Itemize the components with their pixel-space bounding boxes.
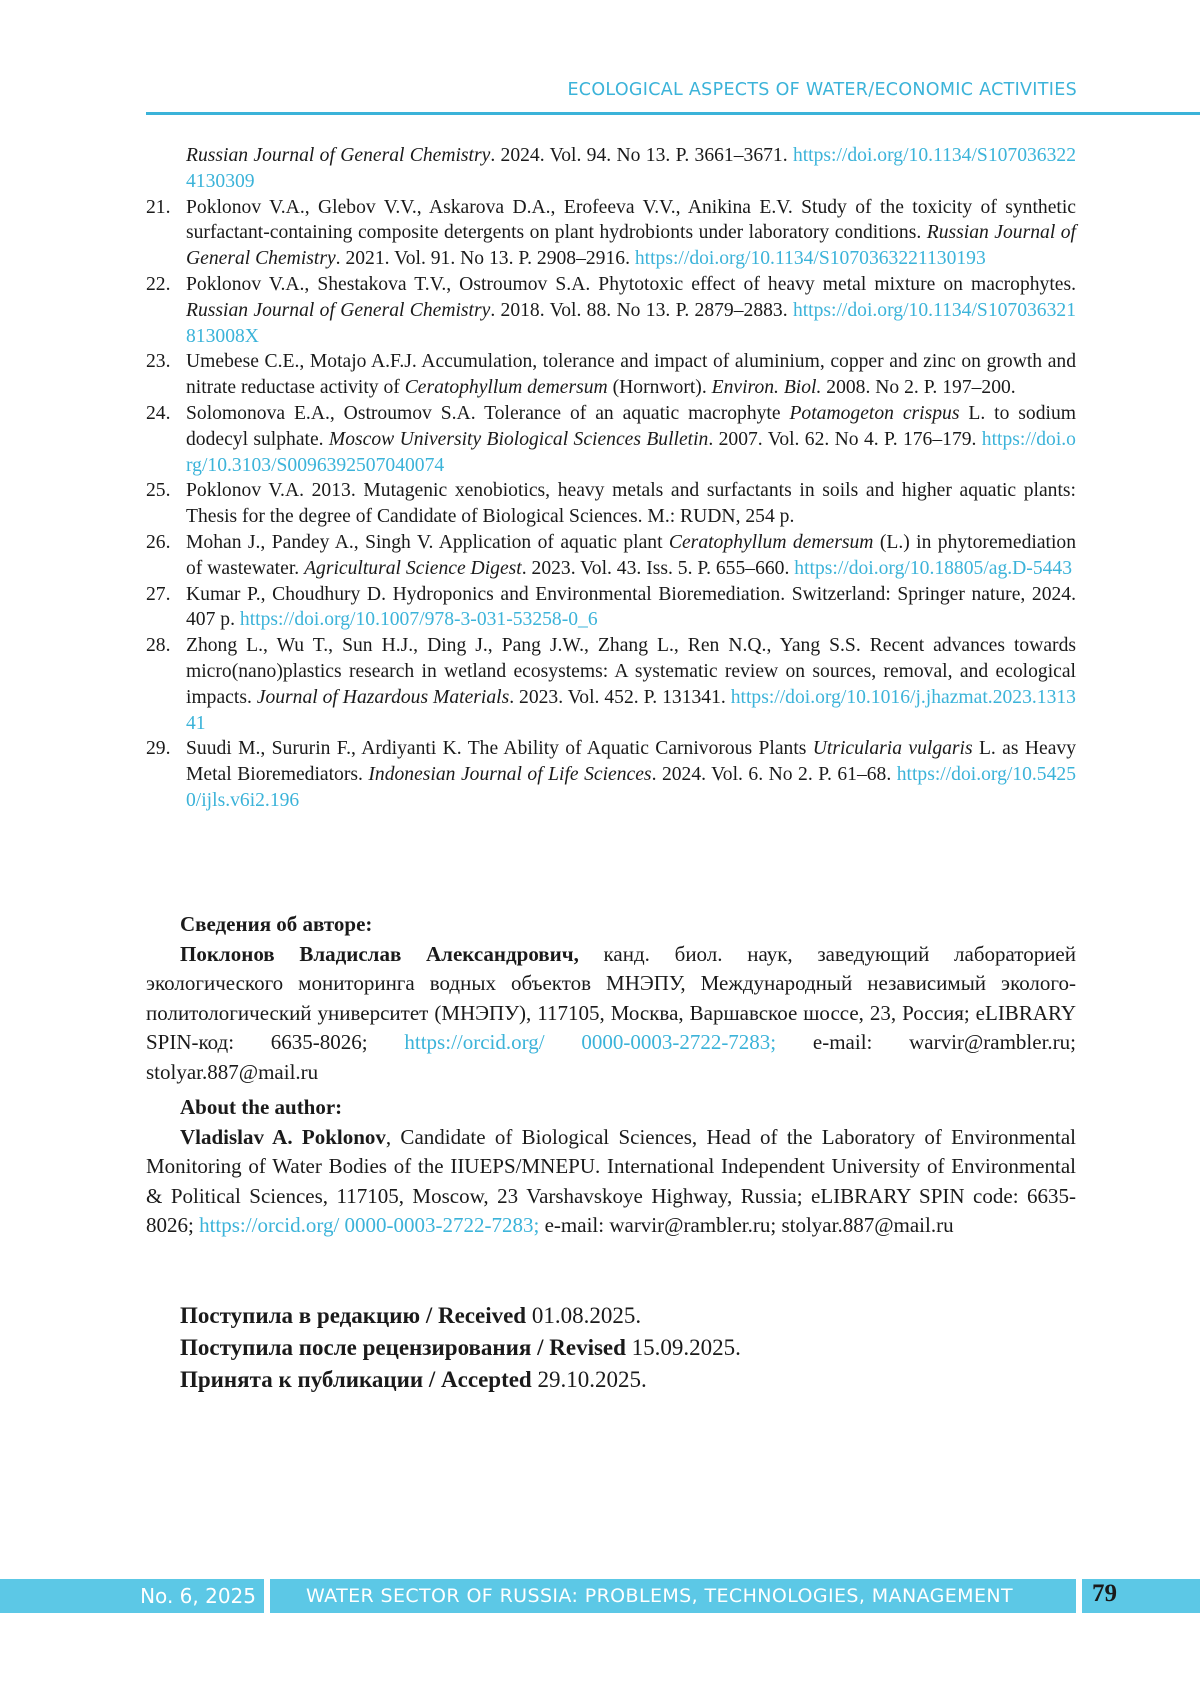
doi-link[interactable]: https://doi.org/10.1134/S107036321813008X [186, 299, 1076, 347]
reference-number: 26. [146, 531, 171, 553]
author-name-en: Vladislav A. Poklonov [180, 1124, 386, 1149]
reference-number: 21. [146, 196, 171, 218]
author-info-en [146, 1093, 1076, 1241]
reference-text: . 2023. Vol. 452. P. 131341. [509, 686, 731, 708]
page-footer [0, 1579, 1200, 1613]
doi-link[interactable]: https://doi.org/10.18805/ag.D-5443 [794, 557, 1073, 579]
reference-source: Utricularia vulgaris [812, 738, 973, 760]
reference-text: . 2021. Vol. 91. No 13. P. 2908–2916. [335, 248, 635, 270]
reference-item [146, 143, 1076, 195]
reference-item [146, 478, 1076, 530]
revised-date: Поступила после рецензирования / Revised 15.09.2025. [180, 1335, 741, 1360]
reference-item [146, 349, 1076, 401]
reference-source: Russian Journal of General Chemistry [186, 299, 491, 321]
reference-text: Poklonov V.A., Shestakova T.V., Ostroumov S.A. Phytotoxic effect of heavy metal mixture on macrophytes. [186, 273, 1076, 295]
author-email-en: e-mail: warvir@rambler.ru; stolyar.887@mail.ru [539, 1213, 954, 1237]
reference-number: 29. [146, 738, 171, 760]
author-name-ru: Поклонов Владислав Александрович, [180, 941, 579, 966]
reference-item [146, 530, 1076, 582]
journal-title: WATER SECTOR OF RUSSIA: PROBLEMS, TECHNOLOGIES, MANAGEMENT [306, 1585, 1013, 1607]
reference-source: Potamogeton crispus [789, 402, 960, 424]
reference-text: . 2024. Vol. 6. No 2. P. 61–68. [651, 764, 897, 786]
page-number: 79 [1092, 1580, 1117, 1607]
footer-page-box [1082, 1579, 1200, 1613]
reference-text: Poklonov V.A. 2013. Mutagenic xenobiotics, heavy metals and surfactants in soils and higher aquatic plants: Thesis for the degree of Candidate of Biological Sciences. M.: RUDN, 254 p. [186, 480, 1076, 528]
reference-source: Moscow University Biological Sciences Bulletin [328, 428, 709, 450]
reference-source: Environ. Biol. [711, 377, 822, 399]
author-email-ru: e-mail: warvir@rambler.ru; stolyar.887@mail.ru [146, 1030, 1076, 1084]
reference-text: Zhong L., Wu T., Sun H.J., Ding J., Pang J.W., Zhang L., Ren N.Q., Yang S.S. Recent advances towards micro(nano)plastics research in wetland ecosystems: A systematic review on sources, removal, and ecological impacts. [186, 635, 1076, 708]
reference-text: (Hornwort). [607, 377, 712, 399]
running-header [146, 80, 1200, 115]
reference-source: Ceratophyllum demersum [404, 377, 608, 399]
footer-journal-box [270, 1579, 1076, 1613]
reference-number: 22. [146, 273, 171, 295]
reference-text: . 2007. Vol. 62. No 4. P. 176–179. [708, 428, 982, 450]
doi-link[interactable]: https://doi.org/10.1134/S1070363224130309 [186, 145, 1076, 192]
reference-text: . 2018. Vol. 88. No 13. P. 2879–2883. [490, 299, 793, 321]
author-details-en: , Candidate of Biological Sciences, Head of the Laboratory of Environmental Monitoring of Water Bodies of the IIUEPS/MNEPU. International Independent University of Environmental & Political Sciences, 117105, Moscow, 23 Varshavskoye Highway, Russia; eLIBRARY SPIN code: 6635-8026; [146, 1124, 1076, 1237]
reference-number: 28. [146, 635, 171, 657]
reference-text: 2008. No 2. P. 197–200. [821, 377, 1016, 399]
reference-source: Russian Journal of General Chemistry [186, 145, 491, 166]
author-heading-ru: Сведения об авторе: [180, 912, 373, 936]
doi-link[interactable]: https://doi.org/10.1007/978-3-031-53258-0_6 [239, 609, 598, 631]
reference-number: 25. [146, 480, 171, 502]
reference-text: L. as Heavy Metal Bioremediators. [186, 738, 1076, 786]
orcid-link-ru[interactable]: https://orcid.org/ 0000-0003-2722-7283; [404, 1030, 777, 1054]
received-date: Поступила в редакцию / Received 01.08.2025. [180, 1303, 642, 1328]
doi-link[interactable]: https://doi.org/10.1134/S1070363221130193 [634, 248, 986, 270]
reference-text: . 2023. Vol. 43. Iss. 5. P. 655–660. [521, 557, 795, 579]
author-paragraph-ru [146, 940, 1076, 1088]
reference-item [146, 272, 1076, 349]
reference-text: Kumar P., Choudhury D. Hydroponics and Environmental Bioremediation. Switzerland: Springer nature, 2024. 407 p. [186, 583, 1076, 631]
reference-number: 27. [146, 583, 171, 605]
reference-source: Russian Journal of General Chemistry [186, 222, 1076, 270]
reference-source: Journal of Hazardous Materials [256, 686, 510, 708]
reference-text: Suudi M., Sururin F., Ardiyanti K. The Ability of Aquatic Carnivorous Plants [186, 738, 813, 760]
reference-item [146, 401, 1076, 478]
reference-number: 24. [146, 402, 171, 424]
doi-link[interactable]: https://doi.org/10.1016/j.jhazmat.2023.131341 [186, 686, 1076, 734]
accepted-date: Принята к публикации / Accepted 29.10.2025. [180, 1367, 647, 1392]
reference-item [146, 582, 1076, 634]
doi-link[interactable]: https://doi.org/10.3103/S0096392507040074 [186, 428, 1076, 476]
reference-text: Umebese C.E., Motajo A.F.J. Accumulation, tolerance and impact of aluminium, copper and zinc on growth and nitrate reductase activity of [186, 351, 1076, 399]
reference-source: Agricultural Science Digest [304, 557, 522, 579]
reference-text: Solomonova E.A., Ostroumov S.A. Tolerance of an aquatic macrophyte [186, 402, 790, 424]
footer-issue-box [0, 1579, 264, 1613]
reference-text: L. to sodium dodecyl sulphate. [186, 402, 1076, 450]
orcid-link-en[interactable]: https://orcid.org/ 0000-0003-2722-7283; [199, 1213, 540, 1237]
reference-item [146, 195, 1076, 272]
reference-text: Mohan J., Pandey A., Singh V. Application of aquatic plant [186, 531, 669, 553]
reference-text: . 2024. Vol. 94. No 13. P. 3661–3671. [490, 145, 793, 166]
reference-number: 23. [146, 351, 171, 373]
issue-number: No. 6, 2025 [140, 1584, 256, 1608]
doi-link[interactable]: https://doi.org/10.54250/ijls.v6i2.196 [186, 764, 1076, 811]
reference-item [146, 736, 1076, 813]
author-info-ru [146, 910, 1076, 1087]
reference-source: Ceratophyllum demersum [668, 531, 874, 553]
author-paragraph-en [146, 1123, 1076, 1241]
author-heading-en: About the author: [180, 1095, 343, 1119]
submission-dates [180, 1300, 741, 1396]
section-title: ECOLOGICAL ASPECTS OF WATER/ECONOMIC ACTIVITIES [567, 80, 1077, 100]
reference-item [146, 633, 1076, 736]
reference-text: Poklonov V.A., Glebov V.V., Askarova D.A., Erofeeva V.V., Anikina E.V. Study of the toxicity of synthetic surfactant-containing composite detergents on plant hydrobionts under laboratory conditions. [186, 196, 1076, 244]
reference-source: Indonesian Journal of Life Sciences [368, 764, 652, 786]
author-details-ru: канд. биол. наук, заведующий лабораторией экологического мониторинга водных объектов МНЭПУ, Международный независимый эколого-политологический университет (МНЭПУ), 117105, Москва, Варшавское шоссе, 23, Россия; eLIBRARY SPIN-код: 6635-8026; [146, 941, 1076, 1054]
reference-text: (L.) in phytoremediation of wastewater. [186, 531, 1077, 579]
reference-list [146, 143, 1076, 814]
